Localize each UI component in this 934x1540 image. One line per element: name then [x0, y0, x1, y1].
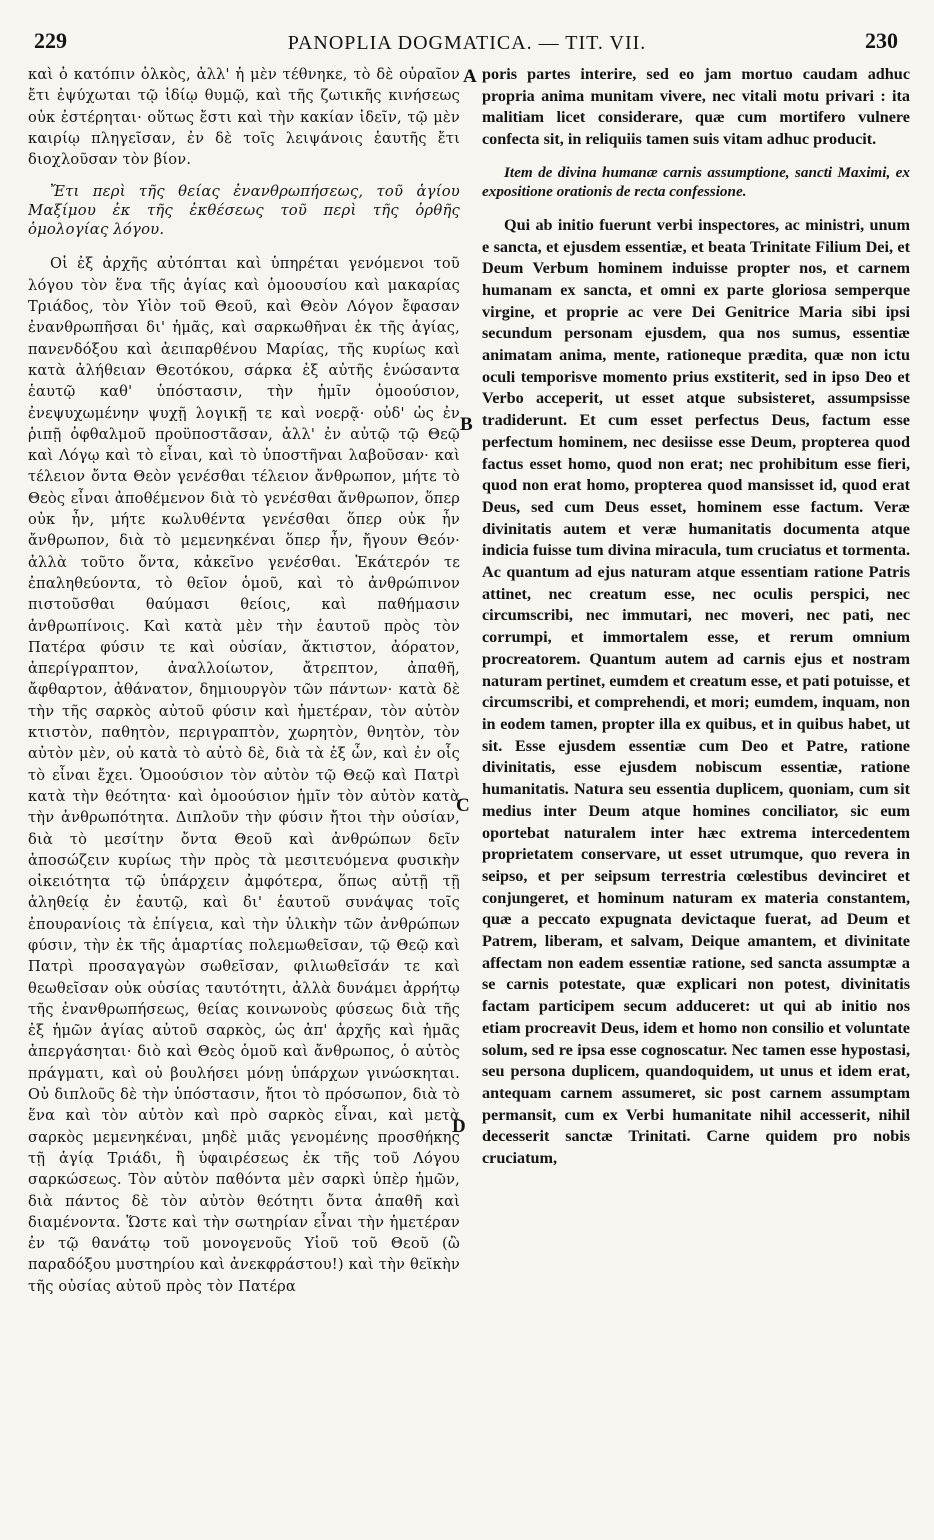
- margin-marker-c: C: [456, 795, 470, 816]
- margin-marker-a: A: [463, 66, 477, 87]
- margin-marker-b: B: [460, 414, 473, 435]
- latin-column: [482, 64, 910, 1524]
- running-title: PANOPLIA DOGMATICA. — TIT. VII.: [287, 32, 647, 54]
- latin-paragraph-main: Qui ab initio fuerunt verbi inspectores, ac ministri, unum e sancta, et ejusdem essentiæ, et beata Trinitate Filium Dei, et Deum Verbum hominem induisse propter nos, et carnem humanam ex sancta, et omni ex parte gloriosa semperque virgine, et proprie ac vere Dei Genitrice Maria sibi ipsi secundum personam ejusdem, qua nos sumus, essentiæ animatam anima, mente, rationeque prædita, quæ non ictu oculi temporisve momento prius exstiterit, sed in ipso Deo et Verbo acceperit, ut esset atque subsisteret, assumpsisse tradiderunt. Et cum esset perfectus Deus, factum esse perfectum hominem, nec desiisse esse Deum, propterea quod factus esset homo, quod non erat; nec prohibitum esse fieri, quod non erat homo, propterea quod mansisset id, quod erat Deus, sed cum Deus esset, hominem esse factum. Veræ divinitatis autem et veræ humanitatis documenta atque indicia fuisse tum divina miracula, tum cruciatus et tormenta. Ac quantum ad ejus naturam atque essentiam ratione Patris attinet, nec creatum esse, nec oculis perspici, nec circumscribi, nec immutari, nec moveri, nec pati, nec corrumpi, et immortalem esse, et rerum omnium procreatorem. Quantum autem ad carnis ejus et nostram naturam pertinet, eumdem et creatum esse, et pati potuisse, et circumscribi, et comprehendi, et mori; eumdem, inquam, non in eodem tamen, propter illa ex quibus, et in quibus habet, ut sit. Esse ejusdem essentiæ cum Deo et Patre, ratione divinitatis, esse ejusdem nobiscum essentiæ, ratione humanitatis. Natura seu essentia duplicem, quoniam, cum sit medius inter Deum atque homines conciliator, sic eum oportebat naturalem inter hæc extrema intercedentem proprietatem conservare, ut esset utrumque, quo revera in seipso, et per seipsum terrestria cœlestibus devinciret et conjungeret, et hominum naturam ex materia constantem, quæ a peccato expugnata devictaque fuerat, ad Deum et Patrem, liberam, et salvam, Deique amantem, et divinitate affectam non eadem essentiæ ratione, sed sancta assumptæ a se carnis potestate, quæ explicari non potest, divinitatis factam participem secum adduceret: ut qui ab initio nos etiam procreavit Deus, idem et homo non consilio et voluntate solum, sed re ipsa esse cognoscatur. Nec tamen esse hypostasi, seu persona duplicem, quandoquidem, ut unus et idem erat, antequam carnem assumeret, sic post carnem assumptam permansit, cum ex Verbi humanitate nihil accesserit, nihil decesserit sanctæ Trinitati. Carne quidem pro nobis cruciatum,: [482, 215, 910, 1168]
- margin-marker-d: D: [452, 1116, 466, 1137]
- page-number-left: 229: [34, 28, 67, 53]
- greek-paragraph-continued: καὶ ὁ κατόπιν ὁλκὸς, ἀλλ' ἡ μὲν τέθνηκε, τὸ δὲ οὐραῖον ἔτι ἐψύχωται τῷ ἰδίῳ θυμῷ, καὶ τῆς ζωτικῆς κινήσεως οὐκ ἐστέρηται· οὕτως ἔστι καὶ τὴν κακίαν ἰδεῖν, τῷ μὲν καιρίῳ πληγεῖσαν, ἐν δὲ τοῖς λειψάνοις ἑαυτῆς ἔτι διοχλοῦσαν τὸν βίον.: [28, 66, 460, 169]
- page-number-right: 230: [865, 28, 898, 53]
- greek-column: [28, 64, 460, 1524]
- page-header: [30, 28, 904, 64]
- greek-section-heading: Ἔτι περὶ τῆς θείας ἐνανθρωπήσεως, τοῦ ἁγίου Μαξίμου ἐκ τῆς ἐκθέσεως τοῦ περὶ τῆς ὀρθῆς ὁμολογίας λόγου.: [28, 183, 460, 239]
- greek-paragraph-main: Οἱ ἐξ ἀρχῆς αὐτόπται καὶ ὑπηρέται γενόμενοι τοῦ λόγου τὸν ἕνα τῆς ἁγίας καὶ ὁμοουσίου καὶ μακαρίας Τριάδος, τὸν Υἱὸν τοῦ Θεοῦ, καὶ Θεὸν Λόγον ἔφασαν ἐνανθρωπῆσαι δι' ἡμᾶς, καὶ σαρκωθῆναι ἐκ τῆς ἁγίας, πανενδόξου καὶ ἀειπαρθένου Μαρίας, τῆς κυρίως καὶ κατὰ ἀλήθειαν Θεοτόκου, σάρκα ἐξ αὐτῆς ἑνώσαντα ἑαυτῷ καθ' ὑπόστασιν, τὴν ἡμῖν ὁμοούσιον, ἐνεψυχωμένην ψυχῇ λογικῇ τε καὶ νοερᾷ· οὐδ' ὡς ἐν ῥιπῇ ὀφθαλμοῦ προϋποστᾶσαν, ἀλλ' ἐν αὐτῷ τῷ Θεῷ καὶ Λόγῳ καὶ τὸ εἶναι, καὶ τὸ ὑποστῆναι λαβοῦσαν· καὶ τέλειον ὄντα Θεὸν γενέσθαι τέλειον ἄνθρωπον, μήτε τὸ Θεὸς εἶναι ἀποθέμενον διὰ τὸ γενέσθαι ἄνθρωπον, ὅπερ οὐκ ἦν, μήτε κωλυθέντα γενέσθαι ὅπερ οὐκ ἦν ἄνθρωπον, διὰ τὸ μεμενηκέναι ὅπερ ἦν, ἤγουν Θεόν· ἀλλὰ τοῦτο ὄντα, κἀκεῖνο γενέσθαι. Ἑκάτερόν τε ἐπαληθεύοντα, τὸ θεῖον ὁμοῦ, καὶ τὸ ἀνθρώπινον πιστοῦσθαι θαύμασι θείοις, καὶ παθήμασιν ἀνθρωπίνοις. Καὶ κατὰ μὲν τὴν ἑαυτοῦ πρὸς τὸν Πατέρα φύσιν τε καὶ οὐσίαν, ἄκτιστον, ἀόρατον, ἀπερίγραπτον, ἀναλλοίωτον, ἄτρεπτον, ἀπαθῆ, ἄφθαρτον, ἀθάνατον, δημιουργὸν τῶν πάντων· κατὰ δὲ τὴν τῆς σαρκὸς αὐτοῦ φύσιν καὶ ἡμετέραν, τὸν αὐτὸν κτιστὸν, παθητὸν, περιγραπτὸν, χωρητὸν, θνητὸν, τὸν αὐτὸν μὲν, οὐ κατὰ τὸ αὐτὸ δὲ, διὰ τὰ ἐξ ὧν, καὶ ἐν οἷς τὸ εἶναι ἔχει. Ὁμοούσιον τὸν αὐτὸν τῷ Θεῷ καὶ Πατρὶ κατὰ τὴν θεότητα· καὶ ὁμοούσιον ἡμῖν τὸν αὐτὸν κατὰ τὴν ἀνθρωπότητα. Διπλοῦν τὴν φύσιν ἤτοι τὴν οὐσίαν, διὰ τὸ μεσίτην ὄντα Θεοῦ καὶ ἀνθρώπων δεῖν ἀποσώζειν κυρίως τὴν πρὸς τὰ μεσιτευόμενα φυσικὴν οἰκειότητα τῷ ὑπάρχειν ἀμφότερα, ὅπως αὐτῇ τῇ ἀληθείᾳ ἐν ἑαυτῷ, καὶ δι' ἑαυτοῦ συνάψας τοῖς ἐπουρανίοις τὰ ἐπίγεια, καὶ τὴν ὑλικὴν τῶν ἀνθρώπων φύσιν, τὴν ἐκ τῆς ἁμαρτίας πολεμωθεῖσαν, τῷ Θεῷ καὶ Πατρὶ προσαγαγὼν σωθεῖσαν, φιλιωθεῖσάν τε καὶ θεωθεῖσαν οὐκ οὐσίας ταυτότητι, ἀλλὰ δυνάμει ἀρρήτῳ τῆς ἐνανθρωπήσεως, θείας κοινωνοὺς φύσεως διὰ τῆς ἐξ ἡμῶν ἁγίας αὐτοῦ σαρκὸς, ὡς ἀπ' ἀρχῆς καὶ ἡμᾶς ἀπεργάσηται· διὸ καὶ Θεὸς ὁμοῦ καὶ ἄνθρωπος, ὁ αὐτὸς πράγματι, καὶ οὐ βουλήσει μόνῃ ὑπάρχων γινώσκηται. Οὐ διπλοῦς δὲ τὴν ὑπόστασιν, ἤτοι τὸ πρόσωπον, διὰ τὸ ἕνα καὶ τὸν αὐτὸν καὶ πρὸ σαρκὸς εἶναι, καὶ μετὰ σαρκὸς μεμενηκέναι, μηδὲ μιᾶς γενομένης προσθήκης τῇ ἁγίᾳ Τριάδι, ἢ ὑφαιρέσεως ἐκ τῆς τοῦ Λόγου σαρκώσεως. Τὸν αὐτὸν παθόντα μὲν σαρκὶ ὑπὲρ ἡμῶν, διὰ πάντος δὲ τὸν αὐτὸν θεότητι ὄντα ἀπαθῆ καὶ διαμένοντα. Ὥστε καὶ τὴν σωτηρίαν εἶναι τὴν ἡμετέραν ἐν τῷ θανάτῳ τοῦ μονογενοῦς Υἱοῦ τοῦ Θεοῦ (ὢ παραδόξου μυστηρίου καὶ ἀνεκφράστου!) καὶ τὴν θεϊκὴν τῆς οὐσίας αὐτοῦ πρὸς τὸν Πατέρα: [28, 255, 460, 1295]
- latin-paragraph-continued: poris partes interire, sed eo jam mortuo caudam adhuc propria anima munitam vivere, nec vitali motu privari : ita malitiam licet considerare, quæ cum mortifero vulnere confecta sit, in reliquiis tamen suis vitam adhuc producit.: [482, 65, 910, 149]
- latin-section-heading: Item de divina humanæ carnis assumptione, sancti Maximi, ex expositione orationis de recta confessione.: [482, 163, 910, 200]
